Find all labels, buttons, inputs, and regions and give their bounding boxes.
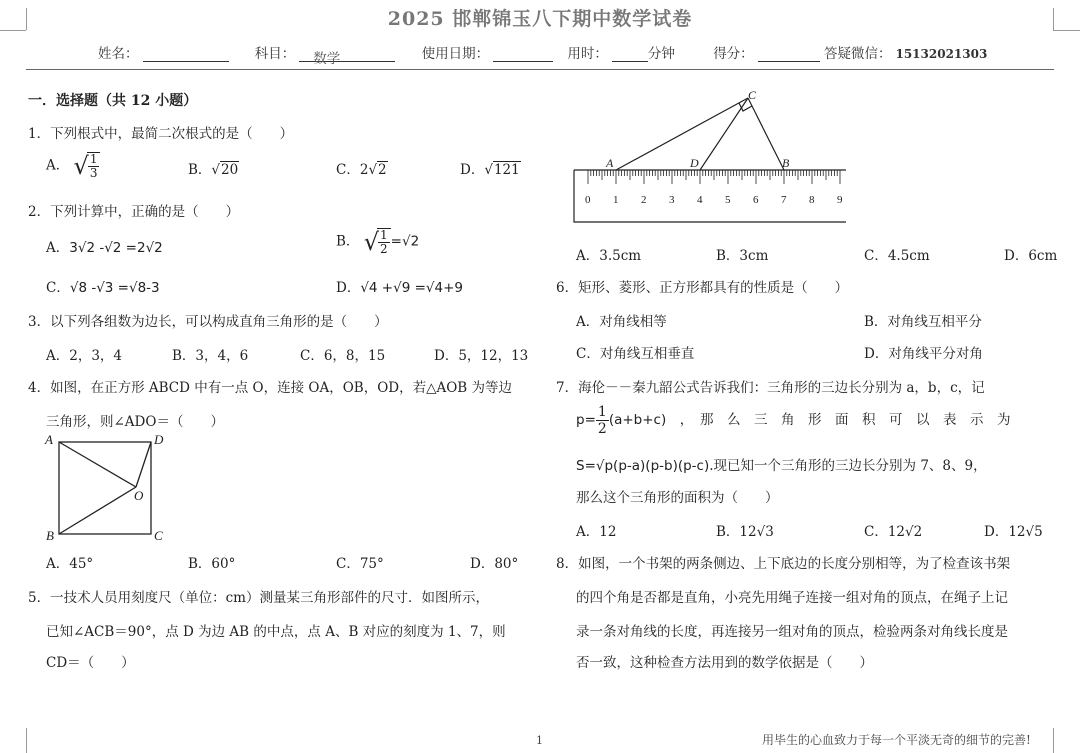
q1-b-label: B．	[188, 162, 212, 178]
q2-a-text: 3√2 -√2 =2√2	[69, 240, 163, 256]
q3-stem: 3．以下列各组数为边长，可以构成直角三角形的是（ ）	[28, 314, 388, 330]
q7-p-tail: (a+b+c) ， 那 么 三 角 形 面 积 可 以 表 示 为	[608, 412, 1011, 428]
q1-b-value: 20	[221, 162, 239, 178]
q2-option-c[interactable]	[46, 276, 160, 296]
q7-formula-s	[576, 454, 987, 474]
q4-option-b[interactable]: B．60°	[188, 556, 236, 572]
q1-a-label: A．	[46, 157, 70, 174]
q5-ruler-figure	[572, 90, 852, 226]
time-label: 用时：	[567, 46, 608, 62]
score-label: 得分：	[713, 46, 754, 62]
q8-stem-line2: 的四个角是否都是直角，小亮先用绳子连接一组对角的顶点，在绳子上记	[576, 590, 1008, 606]
subject-label: 科目：	[254, 46, 296, 62]
q8-stem-line1: 8．如图，一个书架的两条侧边、上下底边的长度分别相等，为了检查该书架	[556, 556, 1011, 572]
section-heading: 一．选择题（共 12 小题）	[28, 93, 198, 109]
q2-b-sqrt-sign: √	[363, 228, 380, 256]
q6-option-b[interactable]: B．对角线互相平分	[864, 314, 982, 330]
q3-option-a[interactable]: A．2，3，4	[46, 348, 123, 364]
q1-option-d[interactable]: D．√121	[460, 162, 520, 178]
q1-a-num: 1	[89, 152, 98, 166]
q5-option-a[interactable]: A．3.5cm	[576, 248, 642, 264]
q5-stem-line1: 5．一技术人员用刻度尺（单位：cm）测量某三角形部件的尺寸．如图所示，	[28, 590, 489, 606]
name-label: 姓名：	[98, 46, 139, 62]
q5-stem-line2: 已知∠ACB＝90°，点 D 为边 AB 的中点，点 A、B 对应的刻度为 1、7，则	[46, 624, 506, 640]
q1-d-label: D．	[460, 162, 485, 178]
q7-half-fraction	[596, 404, 609, 437]
q8-stem-line3: 录一条对角线的长度，再连接另一组对角的顶点，检验两条对角线长度是	[576, 624, 1008, 640]
q4-option-a[interactable]: A．45°	[46, 556, 94, 572]
q2-b-num: 1	[380, 228, 388, 242]
ruler-tick-label: 4	[697, 194, 703, 206]
q1-c-value: 2	[378, 162, 387, 178]
corner-mark-bottom-right	[1053, 728, 1054, 753]
time-unit: 分钟	[647, 46, 675, 62]
q2-option-a[interactable]	[46, 236, 163, 256]
q7-frac-den: 2	[597, 421, 607, 437]
q1-a-den: 3	[89, 166, 98, 180]
ruler-tick-label: 3	[669, 194, 675, 206]
q4-label-c: C	[154, 528, 163, 543]
q2-a-label: A．	[46, 240, 70, 256]
q3-option-d[interactable]: D．5，12，13	[434, 348, 529, 364]
q7-p-eq: p=	[576, 412, 596, 428]
q2-d-text: √4 +√9 =√4+9	[360, 280, 464, 296]
ruler-ticks	[588, 170, 840, 184]
q4-label-b: B	[46, 528, 54, 543]
q5-label-b: B	[782, 156, 790, 170]
q1-option-b[interactable]: B．√20	[188, 162, 239, 178]
q7-option-d[interactable]: D．12√5	[984, 524, 1043, 540]
ruler-tick-label: 0	[585, 194, 591, 206]
ruler-tick-label: 1	[613, 194, 619, 206]
q8-stem-line4: 否一致，这种检查方法用到的数学依据是（ ）	[576, 655, 873, 671]
q4-label-a: A	[45, 432, 53, 447]
q2-option-b[interactable]	[336, 228, 419, 256]
q7-stem-line1: 7．海伦－－秦九韶公式告诉我们：三角形的三边长分别为 a，b，c，记	[556, 380, 985, 396]
date-label: 使用日期：	[421, 46, 490, 62]
page-number: 1	[536, 734, 543, 747]
ruler-numbers	[585, 194, 843, 206]
q3-option-c[interactable]: C．6，8，15	[300, 348, 386, 364]
time-blank[interactable]	[612, 47, 648, 62]
header-info	[98, 42, 991, 67]
q7-option-a[interactable]: A．12	[576, 524, 617, 540]
q4-option-c[interactable]: C．75°	[336, 556, 384, 572]
wechat-label: 答疑微信：	[823, 46, 892, 62]
q6-option-a[interactable]: A．对角线相等	[576, 314, 667, 330]
ruler-tick-label: 8	[809, 194, 815, 206]
q7-option-c[interactable]: C．12√2	[864, 524, 923, 540]
subject-value: 数学	[313, 51, 341, 67]
ruler-tick-label: 6	[753, 194, 759, 206]
q4-square-figure	[40, 430, 170, 545]
q1-c-label: C．	[336, 162, 360, 178]
subject-field	[299, 47, 395, 67]
q7-option-b[interactable]: B．12√3	[716, 524, 774, 540]
ruler-tick-label: 2	[641, 194, 647, 206]
q2-option-d[interactable]	[336, 276, 463, 296]
q6-option-d[interactable]: D．对角线平分对角	[864, 346, 983, 362]
q5-stem-line3: CD＝（ ）	[46, 655, 135, 671]
name-blank[interactable]	[143, 47, 229, 62]
q4-label-d: D	[154, 432, 164, 447]
q5-option-c[interactable]: C．4.5cm	[864, 248, 930, 264]
q7-formula-p	[576, 404, 1010, 437]
q6-option-c[interactable]: C．对角线互相垂直	[576, 346, 695, 362]
q7-s-formula: S=√p(p-a)(p-b)(p-c)	[576, 458, 710, 474]
score-blank[interactable]	[758, 47, 820, 62]
ruler-tick-label: 7	[781, 194, 787, 206]
q5-label-d: D	[690, 156, 699, 170]
ruler-tick-label: 9	[837, 194, 843, 206]
q2-c-label: C．	[46, 280, 70, 296]
header-rule	[26, 69, 1054, 70]
q5-option-d[interactable]: D．6cm	[1004, 248, 1058, 264]
wechat-value: 15132021303	[895, 47, 988, 61]
q2-stem: 2．下列计算中，正确的是（ ）	[28, 204, 240, 220]
exam-title: 2025 邯郸锦玉八下期中数学试卷	[387, 8, 693, 30]
q1-a-sqrt-sign: √	[73, 152, 89, 180]
q4-stem-line2: 三角形，则∠ADO＝（ ）	[46, 414, 224, 430]
footer-motto: 用毕生的心血致力于每一个平淡无奇的细节的完善!	[762, 733, 1031, 747]
q4-label-o: O	[134, 488, 144, 503]
q5-option-b[interactable]: B．3cm	[716, 248, 769, 264]
q1-option-a[interactable]	[46, 152, 100, 180]
ruler-tick-label: 5	[725, 194, 731, 206]
q1-d-value: 121	[493, 162, 520, 178]
q4-stem-line1: 4．如图，在正方形 ABCD 中有一点 O，连接 OA，OB，OD，若△AOB 为等边	[28, 380, 513, 396]
q1-a-fraction	[87, 152, 101, 180]
q2-b-den: 2	[380, 242, 388, 256]
corner-mark-bottom-left	[26, 728, 27, 753]
q5-label-a: A	[606, 156, 614, 170]
q7-s-tail: .现已知一个三角形的三边长分别为 7、8、9，	[709, 458, 987, 474]
q2-b-label: B．	[336, 233, 360, 250]
q6-stem: 6．矩形、菱形、正方形都具有的性质是（ ）	[556, 280, 849, 296]
q7-frac-num: 1	[597, 404, 607, 420]
q2-d-label: D．	[336, 280, 361, 296]
q2-b-fraction	[377, 228, 391, 256]
q2-b-text: =√2	[390, 233, 420, 250]
q1-c-coef: 2	[359, 162, 369, 178]
q5-label-c: C	[748, 90, 757, 102]
q4-option-d[interactable]: D．80°	[470, 556, 519, 572]
q3-option-b[interactable]: B．3，4，6	[172, 348, 249, 364]
q7-stem-line3: 那么这个三角形的面积为（ ）	[576, 490, 779, 506]
date-blank[interactable]	[493, 47, 553, 62]
q1-stem: 1．下列根式中，最简二次根式的是（ ）	[28, 126, 294, 142]
q2-c-text: √8 -√3 =√8-3	[69, 280, 160, 296]
q1-option-c[interactable]: C．2√2	[336, 162, 387, 178]
